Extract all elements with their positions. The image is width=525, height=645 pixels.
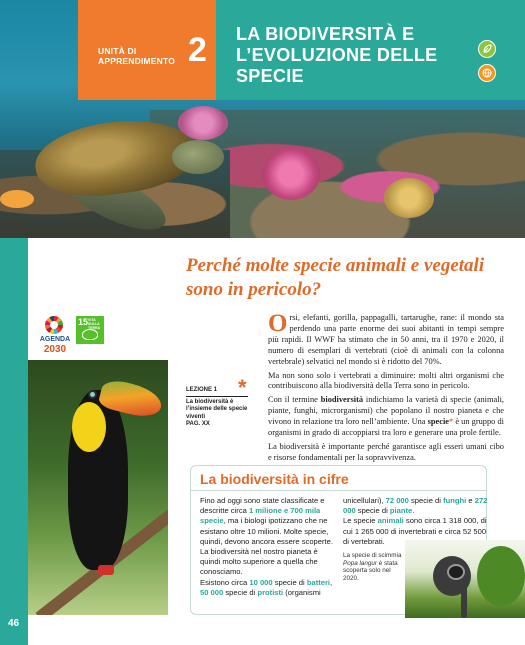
facts-bacteria: batteri bbox=[306, 577, 331, 587]
facts-r2: e bbox=[466, 496, 475, 505]
p3-c: è un gruppo di organismi in grado di accoppiarsi tra loro e generare una prole fertile. bbox=[268, 417, 504, 438]
term-biodiversita: biodiversità bbox=[320, 395, 364, 405]
term-specie: specie bbox=[427, 417, 450, 427]
p3-b: indichiamo la varietà di specie (animali, piante, funghi, microrganismi) che popolano il nostro pianeta e che vivono in relazione tra loro nell’ambiente. Una bbox=[268, 395, 504, 427]
facts-r1b: specie di bbox=[408, 496, 444, 505]
monkey-caption bbox=[343, 552, 405, 582]
agenda-year: 2030 bbox=[43, 344, 67, 355]
facts-r2c: . bbox=[412, 506, 415, 516]
facts-l3c: , bbox=[330, 577, 333, 587]
toucan-tail bbox=[98, 565, 114, 575]
facts-animals: animali bbox=[377, 516, 404, 526]
toucan-eye bbox=[88, 390, 97, 399]
globe-icon bbox=[478, 64, 496, 82]
facts-protists: protisti bbox=[257, 587, 284, 597]
page-number: 46 bbox=[8, 618, 20, 629]
p3-a: Con il termine bbox=[268, 395, 321, 405]
facts-fungi: funghi bbox=[443, 496, 467, 505]
divider bbox=[191, 490, 486, 491]
headline: Perché molte specie animali e vegetali sono in pericolo? bbox=[186, 255, 485, 300]
facts-r2b: specie di bbox=[355, 506, 390, 516]
paragraph-3 bbox=[268, 395, 504, 439]
lesson-title: LEZIONE 1 bbox=[186, 387, 248, 397]
sdg-wheel-icon bbox=[45, 316, 63, 334]
goal-number: 15 bbox=[78, 317, 89, 327]
facts-bacteria-count: 10 000 bbox=[249, 577, 273, 587]
paragraph-4: La biodiversità è importante perché garantisce agli esseri umani cibo e risorse fondamentali per la sopravvivenza. bbox=[268, 441, 504, 462]
monkey-tail bbox=[461, 580, 467, 618]
facts-fungi-count: 72 000 bbox=[385, 496, 409, 505]
toucan-photo bbox=[28, 360, 168, 615]
pink-coral bbox=[262, 148, 320, 200]
facts-title: La biodiversità in cifre bbox=[200, 471, 349, 487]
lesson-text: La biodiversità è l’insieme delle specie viventi bbox=[186, 398, 248, 420]
facts-r1: unicellulari), bbox=[343, 496, 386, 505]
monkey-face bbox=[447, 564, 465, 580]
facts-protist-count: 50 000 bbox=[200, 587, 224, 597]
goal-text: VITA SULLA TERRA bbox=[88, 318, 101, 330]
drop-cap: O bbox=[268, 310, 288, 337]
leaf-icon bbox=[478, 40, 496, 58]
paragraph-1 bbox=[268, 310, 504, 368]
body-text bbox=[268, 310, 504, 467]
facts-count-species: 1 milione e 700 mila specie bbox=[200, 506, 321, 526]
tree-icon bbox=[82, 329, 98, 340]
monkey-photo bbox=[405, 540, 525, 618]
facts-l3b: specie di bbox=[272, 577, 307, 587]
side-band bbox=[0, 238, 28, 645]
facts-l3: Esistono circa bbox=[200, 577, 250, 587]
agenda-label: AGENDA bbox=[39, 336, 71, 343]
unit-label: UNITÀ DI APPRENDIMENTO bbox=[98, 46, 176, 66]
toucan-chest bbox=[72, 402, 106, 452]
sdg-goal-15 bbox=[76, 316, 104, 344]
paragraph-2: Ma non sono solo i vertebrati a diminuire: molti altri organismi che contribuiscono alla biodiversità della Terra sono in pericolo. bbox=[268, 370, 504, 391]
facts-plants-count: 272 000 bbox=[343, 496, 488, 516]
p1-text: rsi, elefanti, gorilla, pappagalli, tartarughe, rane: il mondo sta perdendo una parte enorme dei suoi abitanti in tempi sempre più rapidi. Il WWF ha stimato che in 50 anni, tra il 1970 e 2020, il numero di esemplari di vertebrati (cioè di animali con la colonna vertebrale) selvatici nel mondo si è ridotto del 70%. bbox=[268, 313, 504, 366]
caption-a: La specie di scimmia bbox=[343, 552, 402, 559]
unit-number: 2 bbox=[188, 31, 207, 69]
facts-l1: Fino ad oggi sono state classificate e descritte circa bbox=[200, 496, 325, 516]
facts-left-column bbox=[200, 496, 340, 598]
yellow-coral bbox=[384, 178, 434, 218]
fish bbox=[0, 190, 34, 208]
caption-species: Popa langur bbox=[343, 559, 377, 567]
facts-l3e: (organismi bbox=[283, 587, 321, 597]
leaves bbox=[477, 546, 525, 606]
facts-r3: Le specie bbox=[343, 516, 378, 526]
facts-plants: piante bbox=[389, 506, 413, 516]
facts-r3b: sono circa 1 318 000, di cui 1 265 000 di invertebrati e circa 52 500 di vertebrati. bbox=[343, 516, 487, 546]
asterisk-icon: * bbox=[238, 375, 247, 400]
lesson-reference bbox=[186, 387, 256, 429]
facts-l2: , ma i biologi ipotizzano che ne esistano oltre 10 milioni. Molte specie, quindi, devono ancora essere scoperte. La biodiversità nel nostro pianeta è quindi molto superiore a quella che conosciamo. bbox=[200, 516, 333, 577]
agenda-2030-logo bbox=[38, 316, 71, 356]
specie-asterisk: * bbox=[449, 417, 454, 427]
caption-b: è stata scoperta solo nel 2020. bbox=[343, 559, 398, 582]
facts-l3d: specie di bbox=[223, 587, 258, 597]
turtle-head bbox=[172, 140, 224, 174]
lesson-page: PAG. XX bbox=[186, 421, 210, 427]
unit-title: LA BIODIVERSITÀ E L’EVOLUZIONE DELLE SPECIE bbox=[236, 24, 438, 86]
